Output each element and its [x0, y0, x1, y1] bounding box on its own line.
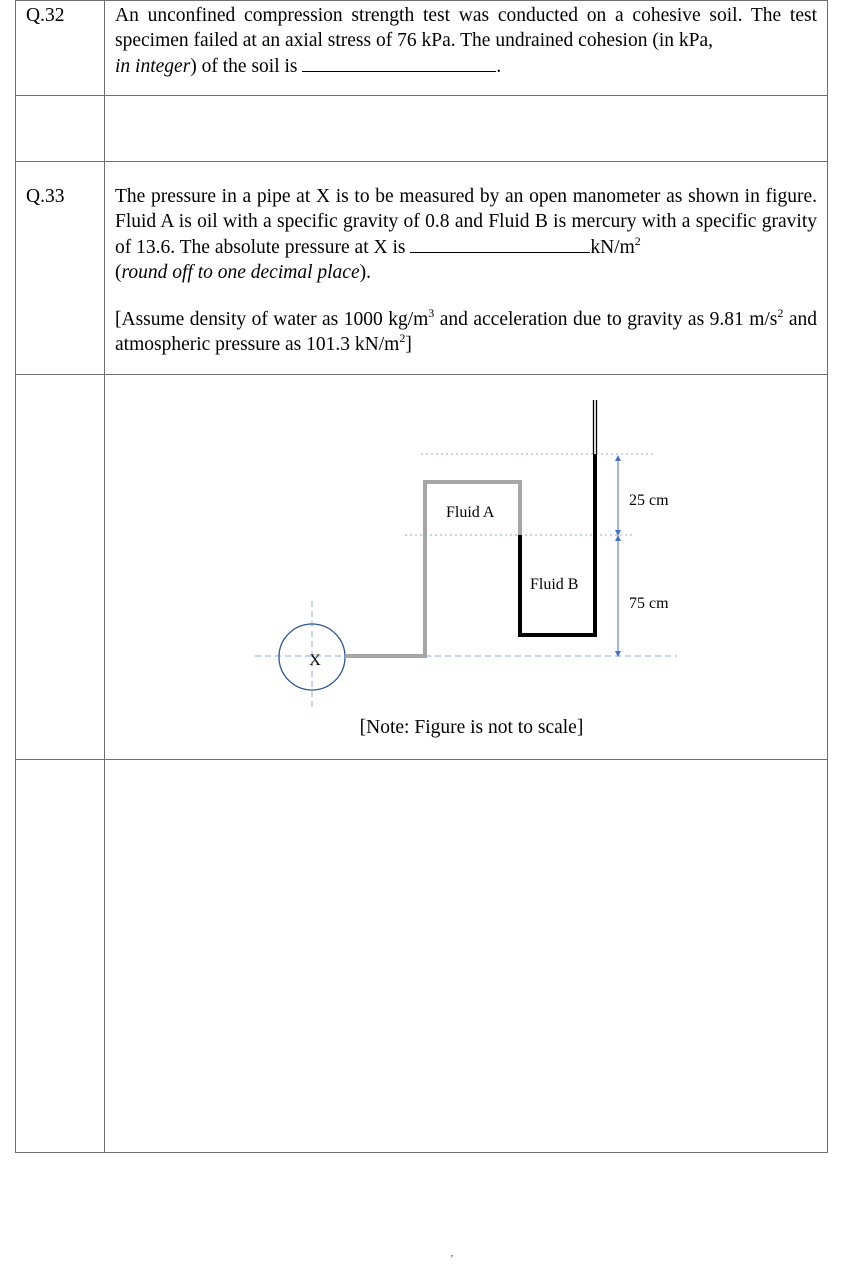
label-fluid-a: Fluid A: [446, 504, 495, 521]
question-row-q33: [16, 162, 828, 375]
question-text: [105, 1, 828, 96]
manometer-figure: [105, 375, 838, 759]
footer-mark: ': [451, 1254, 453, 1265]
question-table: [15, 0, 828, 1153]
dimension-arrow: [615, 455, 621, 461]
figure-row: [16, 375, 828, 760]
answer-blank: [302, 53, 496, 72]
label-dim-top: 25 cm: [629, 492, 669, 509]
label-fluid-b: Fluid B: [530, 576, 579, 593]
question-number: Q.33: [16, 162, 105, 375]
exponent: 3: [428, 305, 435, 320]
empty-cell: [105, 760, 828, 1153]
empty-cell: [16, 96, 105, 162]
fluid-b-tube: [520, 454, 595, 635]
q33-assumption: [115, 307, 817, 357]
round-close: ).: [359, 262, 371, 283]
unit: kN/m: [590, 237, 635, 258]
q32-italic: in integer: [115, 56, 191, 77]
answer-row: [16, 760, 828, 1153]
assume-text: ]: [405, 334, 412, 355]
empty-cell: [16, 375, 105, 760]
q32-text: An unconfined compression strength test was conducted on a cohesive soil. The test specimen failed at an axial stress of 76 kPa. The undrained cohesion (in kPa,: [115, 5, 817, 51]
exponent: 2: [399, 330, 406, 345]
manometer-diagram: [105, 375, 838, 759]
round-open: (: [115, 262, 122, 283]
q32-end: .: [496, 56, 502, 77]
assume-text: [Assume density of water as 1000 kg/m: [115, 309, 429, 330]
empty-cell: [16, 760, 105, 1153]
answer-blank: [410, 234, 590, 253]
figure-note: [Note: Figure is not to scale]: [359, 717, 584, 738]
label-dim-bottom: 75 cm: [629, 595, 669, 612]
unit-exponent: 2: [634, 233, 641, 248]
q33-paragraph: [115, 184, 817, 285]
q32-text-after: ) of the soil is: [190, 56, 298, 77]
label-x: X: [309, 652, 321, 669]
question-text: [105, 162, 828, 375]
round-italic: round off to one decimal place: [121, 262, 360, 283]
figure-cell: [105, 375, 828, 760]
assume-text: and atmospheric pressure as 101.3 kN/m: [115, 309, 817, 355]
dimension-arrow: [615, 535, 621, 541]
answer-row: [16, 96, 828, 162]
empty-cell: [105, 96, 828, 162]
assume-text: and acceleration due to gravity as 9.81 m/s: [434, 309, 778, 330]
question-row-q32: [16, 1, 828, 96]
q33-para1: The pressure in a pipe at X is to be measured by an open manometer as shown in figure. Fluid A is oil with a specific gravity of 0.8 and Fluid B is mercury with a specific gravity of 13.6. The absolute pressure at X is: [115, 186, 817, 258]
exponent: 2: [777, 305, 784, 320]
question-number: Q.32: [16, 1, 105, 96]
